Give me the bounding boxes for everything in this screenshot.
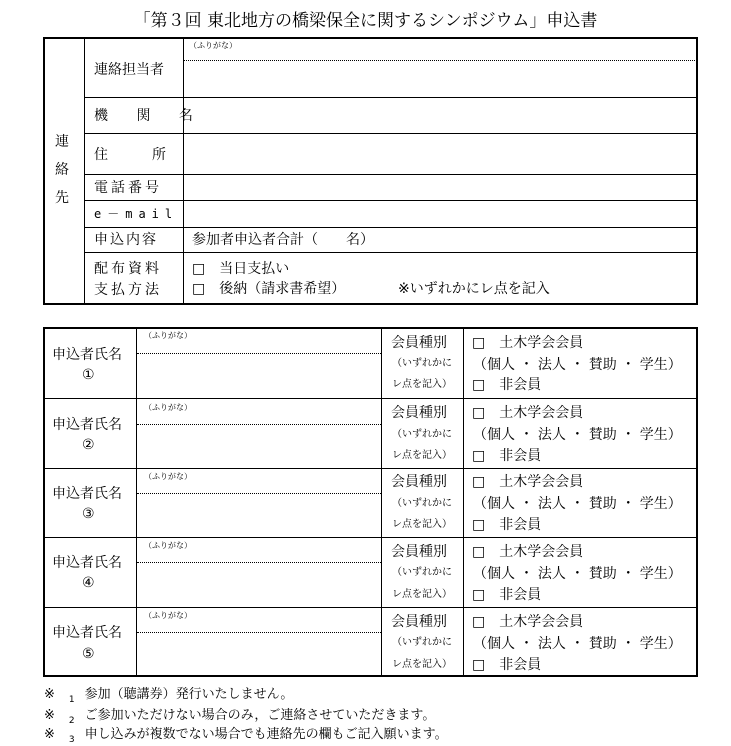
applicant-3-instr-1: （いずれかに [392,498,452,509]
applicant-4-member-type: 会員種別 [391,544,447,560]
note-2: ※ $_2$ ご参加いただけない場合のみ，ご連絡させていただきます。 [44,708,436,726]
content-value: 参加者申込者合計（ 名） [192,232,374,248]
applicant-1-option-categories: （個人 ・ 法人 ・ 賛助 ・ 学生） [473,357,682,373]
applicant-5-furigana-label: （ふりがな） [144,611,192,620]
applicant-2-option-categories: （個人 ・ 法人 ・ 賛助 ・ 学生） [473,427,682,443]
applicant-3-option-categories: （個人 ・ 法人 ・ 賛助 ・ 学生） [473,496,682,512]
applicant-4-option-categories: （個人 ・ 法人 ・ 賛助 ・ 学生） [473,566,682,582]
email-label: e－mail [94,207,179,221]
applicant-2-number: ② [82,437,95,453]
applicant-5-member-type: 会員種別 [391,614,447,630]
applicant-1-furigana-label: （ふりがな） [144,331,192,340]
org-input[interactable] [185,99,697,132]
applicant-1-number: ① [82,367,95,383]
content-label: 申込内容 [94,232,158,248]
payment-label-2: 支払方法 [94,282,162,298]
applicant-2-name-input[interactable] [138,426,380,467]
payment-label-1: 配布資料 [94,261,162,277]
applicant-3-furigana-label: （ふりがな） [144,472,192,481]
applicant-5-option-nonmember[interactable]: □ 非会員 [472,657,542,673]
applicant-5-instr-1: （いずれかに [392,637,452,648]
org-label: 機 関 名 [94,108,205,124]
applicant-4-label: 申込者氏名 [52,555,122,571]
applicant-3-label: 申込者氏名 [52,486,122,502]
applicant-3-member-type: 会員種別 [391,474,447,490]
phone-input[interactable] [185,176,697,199]
applicant-5-label: 申込者氏名 [52,625,122,641]
applicant-3-option-nonmember[interactable]: □ 非会員 [472,517,542,533]
applicant-4-number: ④ [82,575,95,591]
applicant-1-instr-2: レ点を記入） [392,379,452,390]
applicant-4-furigana-label: （ふりがな） [144,541,192,550]
contact-side-label: 連 絡 先 [55,134,69,206]
applicant-3-instr-2: レ点を記入） [392,519,452,530]
payment-option-same-day[interactable]: □ 当日支払い [192,261,290,277]
email-input[interactable] [185,202,697,226]
payment-note: ※いずれかにレ点を記入 [398,281,550,297]
applicant-4-instr-1: （いずれかに [392,567,452,578]
applicant-2-instr-2: レ点を記入） [392,450,452,461]
contact-person-label: 連絡担当者 [94,62,164,78]
note-1: ※ $_1$ 参加（聴講券）発行いたしません。 [44,687,294,705]
applicant-1-member-type: 会員種別 [391,335,447,351]
address-input[interactable] [185,135,697,173]
applicant-5-instr-2: レ点を記入） [392,659,452,670]
applicant-3-option-member[interactable]: □ 土木学会会員 [472,474,584,490]
phone-label: 電話番号 [94,180,162,196]
applicant-4-option-nonmember[interactable]: □ 非会員 [472,587,542,603]
applicant-2-furigana-label: （ふりがな） [144,403,192,412]
applicant-5-option-member[interactable]: □ 土木学会会員 [472,614,584,630]
applicant-2-member-type: 会員種別 [391,405,447,421]
applicant-5-option-categories: （個人 ・ 法人 ・ 賛助 ・ 学生） [473,636,682,652]
note-3: ※ $_3$ 申し込みが複数でない場合でも連絡先の欄もご記入願います。 [44,727,448,745]
payment-option-deferred[interactable]: □ 後納（請求書希望） [192,281,346,297]
applicant-4-option-member[interactable]: □ 土木学会会員 [472,544,584,560]
form-title: 「第３回 東北地方の橋梁保全に関するシンポジウム」申込書 [133,11,598,31]
applicant-1-name-input[interactable] [138,355,380,397]
applicant-1-option-member[interactable]: □ 土木学会会員 [472,335,584,351]
applicant-2-option-member[interactable]: □ 土木学会会員 [472,405,584,421]
applicant-1-option-nonmember[interactable]: □ 非会員 [472,377,542,393]
applicant-2-option-nonmember[interactable]: □ 非会員 [472,448,542,464]
furigana-input[interactable] [185,39,697,59]
applicant-2-instr-1: （いずれかに [392,429,452,440]
applicant-1-instr-1: （いずれかに [392,358,452,369]
applicant-4-name-input[interactable] [138,564,380,606]
furigana-label: （ふりがな） [189,41,237,50]
applicant-5-number: ⑤ [82,646,95,662]
applicant-2-label: 申込者氏名 [52,417,122,433]
applicant-1-label: 申込者氏名 [52,347,122,363]
applicant-5-name-input[interactable] [138,634,380,676]
contact-person-input[interactable] [185,62,697,96]
applicant-3-number: ③ [82,506,95,522]
applicant-3-name-input[interactable] [138,495,380,536]
applicant-4-instr-2: レ点を記入） [392,589,452,600]
